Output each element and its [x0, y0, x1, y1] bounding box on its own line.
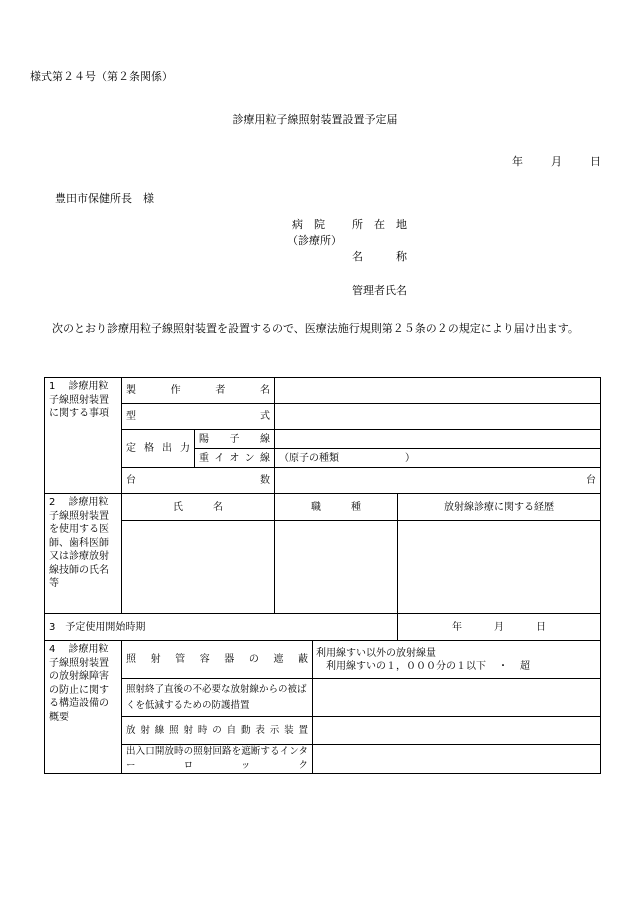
protection-label: 照射終了直後の不必要な放射線からの被ばくを低減するための防護措置	[122, 679, 313, 717]
ion-type-close: ）	[405, 452, 415, 464]
model-label: 型式	[122, 404, 275, 430]
date-day-label: 日	[590, 155, 601, 168]
interlock-label: 出入口開放時の照射回路を遮断するインターロック	[122, 745, 313, 774]
staff-name-header: 氏 名	[122, 494, 275, 521]
proton-value[interactable]	[275, 430, 601, 449]
auto-display-label: 放射線照射時の自動表示装置	[122, 717, 313, 745]
heavy-ion-value[interactable]	[275, 449, 601, 468]
applicant-location-label: 所 在 地	[352, 218, 407, 231]
applicant-hospital-label: 病 院	[292, 218, 325, 231]
addressee: 豊田市保健所長 様	[55, 192, 154, 205]
submission-date	[512, 153, 601, 169]
staff-title-value[interactable]	[275, 521, 398, 614]
body-text: 次のとおり診療用粒子線照射装置を設置するので、医療法施行規則第２５条の２の規定により届け出ます。	[52, 322, 579, 335]
manufacturer-label: 製作者名	[122, 378, 275, 404]
dose-line2: 利用線すいの１，０００分の１以下	[326, 660, 486, 672]
shield-label: 照射管容器の遮蔽	[122, 641, 313, 679]
count-label: 台数	[122, 468, 275, 494]
dose-over: 超	[520, 660, 530, 672]
auto-display-value[interactable]	[313, 717, 601, 745]
section4-label: 4 診療用粒子線照射装置の放射線障害の防止に関する構造設備の概要	[45, 641, 122, 774]
heavy-ion-label: 重イオン線	[195, 449, 275, 468]
applicant-clinic-label: （診療所）	[287, 234, 342, 247]
staff-experience-header: 放射線診療に関する経歴	[398, 494, 601, 521]
form-number: 様式第２４号（第２条関係）	[30, 70, 173, 83]
dose-line1: 利用線すい以外の放射線量	[316, 647, 436, 659]
start-date-value[interactable]	[398, 614, 601, 641]
section1-label: 1 診療用粒子線照射装置に関する事項	[45, 378, 122, 494]
section2-label: 2 診療用粒子線照射装置を使用する医師、歯科医師又は診療放射線技師の氏名等	[45, 494, 122, 614]
staff-title-header: 職 種	[275, 494, 398, 521]
applicant-name-label: 名 称	[352, 250, 407, 263]
date-month-label: 月	[551, 155, 562, 168]
applicant-manager-label: 管理者氏名	[352, 284, 407, 297]
staff-name-value[interactable]	[122, 521, 275, 614]
staff-experience-value[interactable]	[398, 521, 601, 614]
shield-value	[313, 641, 601, 679]
document-title: 診療用粒子線照射装置設置予定届	[232, 113, 398, 126]
start-year-label: 年	[452, 621, 462, 633]
ion-type-open: （原子の種類	[279, 452, 339, 464]
application-table	[44, 377, 601, 774]
interlock-value[interactable]	[313, 745, 601, 774]
count-unit: 台	[586, 475, 596, 486]
manufacturer-value[interactable]	[275, 378, 601, 404]
proton-label: 陽子線	[195, 430, 275, 449]
start-month-label: 月	[494, 621, 504, 633]
dose-separator: ・	[498, 660, 508, 672]
model-value[interactable]	[275, 404, 601, 430]
rated-output-label: 定格出力	[122, 430, 195, 468]
protection-value[interactable]	[313, 679, 601, 717]
count-value[interactable]	[275, 468, 601, 494]
section3-label: 3 予定使用開始時期	[45, 614, 398, 641]
date-year-label: 年	[512, 155, 523, 168]
start-day-label: 日	[536, 621, 546, 633]
